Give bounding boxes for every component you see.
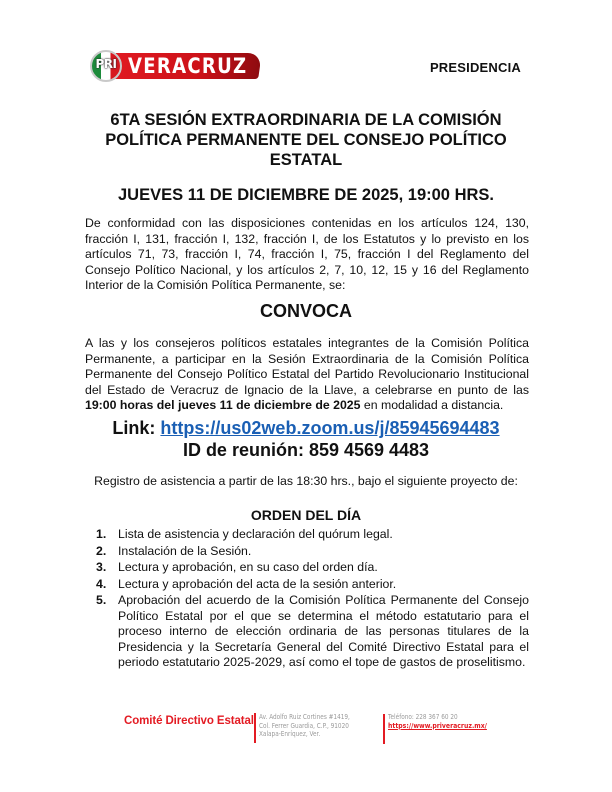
meeting-link-line: [80, 418, 532, 439]
document-title: 6TA SESIÓN EXTRAORDINARIA DE LA COMISIÓN POLÍTICA PERMANENTE DEL CONSEJO POLÍTICO ESTATAL: [105, 111, 507, 169]
footer-address: [259, 713, 350, 739]
footer-divider: [383, 714, 385, 744]
address-line: Col. Ferrer Guardia, C.P., 91020: [259, 721, 349, 730]
convoca-heading: CONVOCA: [259, 301, 352, 321]
pri-veracruz-logo: [90, 50, 260, 82]
agenda-item-text: Aprobación del acuerdo de la Comisión Política Permanente del Consejo Político Estatal por el que se determina el método estatutario para el proceso interno de elección ordinaria de las personas titulares de la Presidencia y la Secretaría General del Comité Directivo Estatal para el periodo estatutario 2025-2029, así como el tope de gastos de proselitismo.: [118, 593, 529, 669]
page-footer: [124, 712, 504, 748]
footer-divider: [254, 713, 256, 743]
footer-website-link[interactable]: https://www.priveracruz.mx/: [388, 721, 487, 730]
address-line: Av. Adolfo Ruiz Cortines #1419,: [259, 713, 350, 721]
invitation-datetime: 19:00 horas del jueves 11 de diciembre de 2025: [85, 398, 361, 412]
invitation-text-end: en modalidad a distancia.: [360, 398, 504, 412]
agenda-item-number: 2.: [96, 543, 107, 558]
agenda-list: [96, 527, 529, 672]
logo-text: VERACRUZ: [128, 54, 248, 78]
footer-phone: Teléfono: 228 367 60 20: [388, 713, 458, 721]
agenda-item-text: Lista de asistencia y declaración del quórum legal.: [118, 527, 393, 541]
pri-emblem-text: PRI: [95, 57, 117, 71]
department-label: PRESIDENCIA: [429, 60, 521, 75]
footer-organization: Comité Directivo Estatal: [124, 715, 254, 727]
agenda-heading: ORDEN DEL DÍA: [250, 507, 362, 523]
agenda-item-number: 1.: [96, 527, 107, 541]
registration-note: Registro de asistencia a partir de las 18:30 hrs., bajo el siguiente proyecto de:: [94, 474, 518, 488]
agenda-item: [96, 560, 529, 576]
agenda-item: [96, 577, 529, 593]
agenda-item: [96, 544, 529, 560]
address-line: Xalapa-Enríquez, Ver.: [259, 730, 321, 739]
preamble-paragraph: De conformidad con las disposiciones contenidas en los artículos 124, 130, fracción I, 131, fracción I, 132, fracción I, de los Estatutos y lo previsto en los artículos 71, 73, fracción I, 74, fracción I, 75, fracción I del Reglamento del Consejo Político Nacional, y los artículos 2, 7, 10, 12, 15 y 16 del Reglamento Interior de la Comisión Política Permanente, se:: [85, 216, 529, 292]
agenda-item: [96, 593, 529, 671]
link-label: Link:: [112, 418, 161, 438]
session-date: JUEVES 11 DE DICIEMBRE DE 2025, 19:00 HRS.: [118, 186, 494, 204]
meeting-id: ID de reunión: 859 4569 4483: [182, 440, 430, 460]
agenda-item-text: Lectura y aprobación, en su caso del orden día.: [118, 560, 378, 574]
pri-emblem-icon: [90, 50, 122, 82]
invitation-paragraph: [85, 336, 529, 414]
agenda-item-number: 5.: [96, 593, 107, 607]
footer-contact: [388, 713, 500, 730]
agenda-item-number: 3.: [96, 560, 107, 574]
invitation-text: A las y los consejeros políticos estatales integrantes de la Comisión Política Permanente, a participar en la Sesión Extraordinaria de la Comisión Política Permanente del Consejo Político Estatal del Partido Revolucionario Institucional del Estado de Veracruz de Ignacio de la Llave, a celebrarse en punto de las: [85, 336, 529, 397]
agenda-item-text: Lectura y aprobación del acta de la sesión anterior.: [118, 576, 397, 591]
agenda-item-number: 4.: [96, 576, 107, 591]
agenda-item: [96, 527, 529, 543]
zoom-link[interactable]: https://us02web.zoom.us/j/85945694483: [160, 418, 500, 438]
agenda-item-text: Instalación de la Sesión.: [118, 543, 252, 558]
